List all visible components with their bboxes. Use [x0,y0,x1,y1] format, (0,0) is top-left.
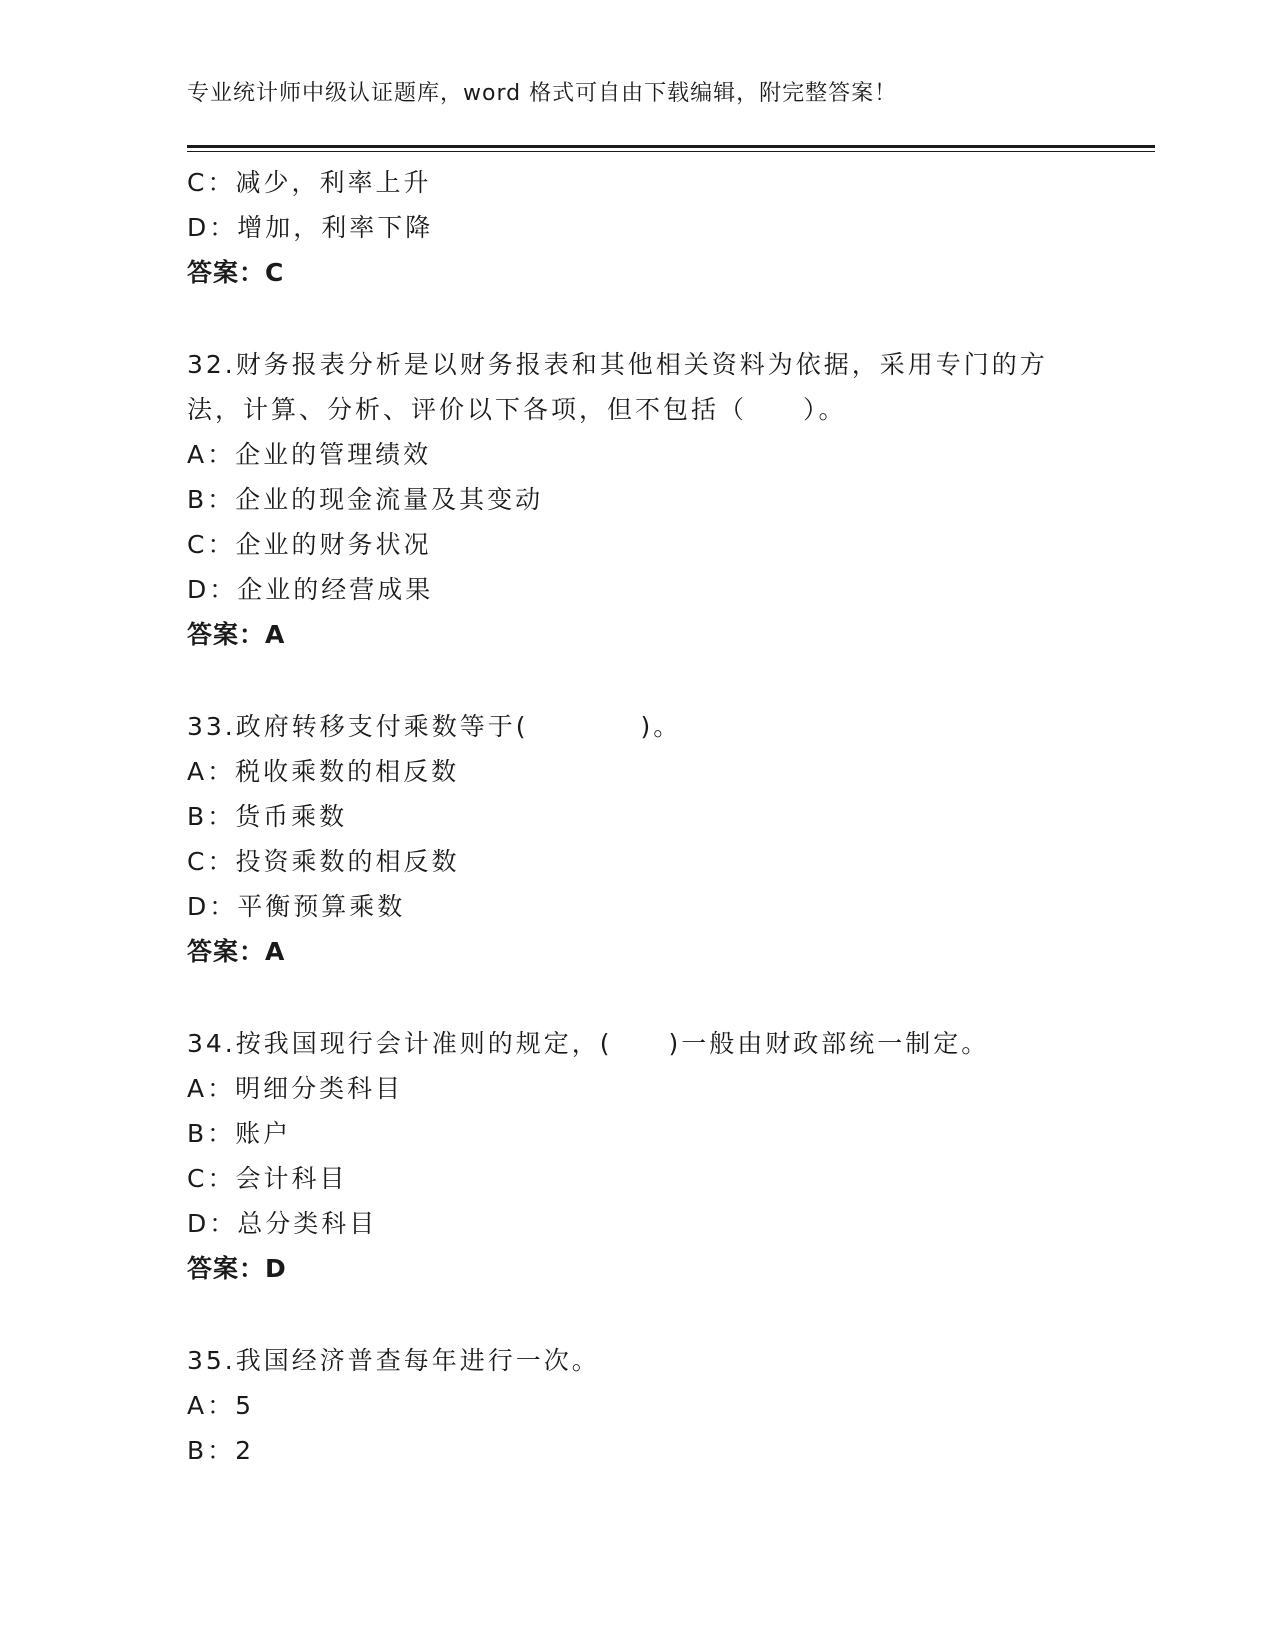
page-header: 专业统计师中级认证题库，word 格式可自由下载编辑，附完整答案！ [187,81,898,106]
option-d: D：增加，利率下降 [187,213,434,242]
option-d: D：总分类科目 [187,1209,378,1238]
option-a: A：5 [187,1391,255,1420]
header-rule-thick [187,145,1155,148]
question-stem-line: 32.财务报表分析是以财务报表和其他相关资料为依据，采用专门的方 [187,350,1048,379]
answer: 答案：A [187,620,286,649]
question-stem-line: 35.我国经济普查每年进行一次。 [187,1346,600,1375]
header-rule-thin [187,151,1155,152]
spacer [187,974,1087,1021]
option-b: B：货币乘数 [187,802,348,831]
question-35 [187,1338,1087,1473]
spacer [187,657,1087,704]
option-c: C：减少，利率上升 [187,168,432,197]
option-a: A：税收乘数的相反数 [187,757,460,786]
option-c: C：企业的财务状况 [187,530,432,559]
question-33 [187,704,1087,974]
option-a: A：企业的管理绩效 [187,440,432,469]
option-b: B：2 [187,1436,255,1465]
question-stem-line: 34.按我国现行会计准则的规定，( )一般由财政部统一制定。 [187,1029,990,1058]
option-c: C：会计科目 [187,1164,348,1193]
option-d: D：平衡预算乘数 [187,892,406,921]
option-c: C：投资乘数的相反数 [187,847,460,876]
answer: 答案：C [187,258,285,287]
question-stem-line: 33.政府转移支付乘数等于( )。 [187,712,682,741]
question-34 [187,1021,1087,1291]
spacer [187,295,1087,342]
option-d: D：企业的经营成果 [187,575,434,604]
option-b: B：账户 [187,1119,292,1148]
answer: 答案：D [187,1254,287,1283]
spacer [187,1291,1087,1338]
question-32 [187,342,1087,657]
option-b: B：企业的现金流量及其变动 [187,485,544,514]
answer: 答案：A [187,937,286,966]
question-stem-line: 法，计算、分析、评价以下各项，但不包括（ ）。 [187,395,847,424]
option-a: A：明细分类科目 [187,1074,404,1103]
question-31-continuation [187,160,1087,295]
question-content [187,160,1087,1473]
